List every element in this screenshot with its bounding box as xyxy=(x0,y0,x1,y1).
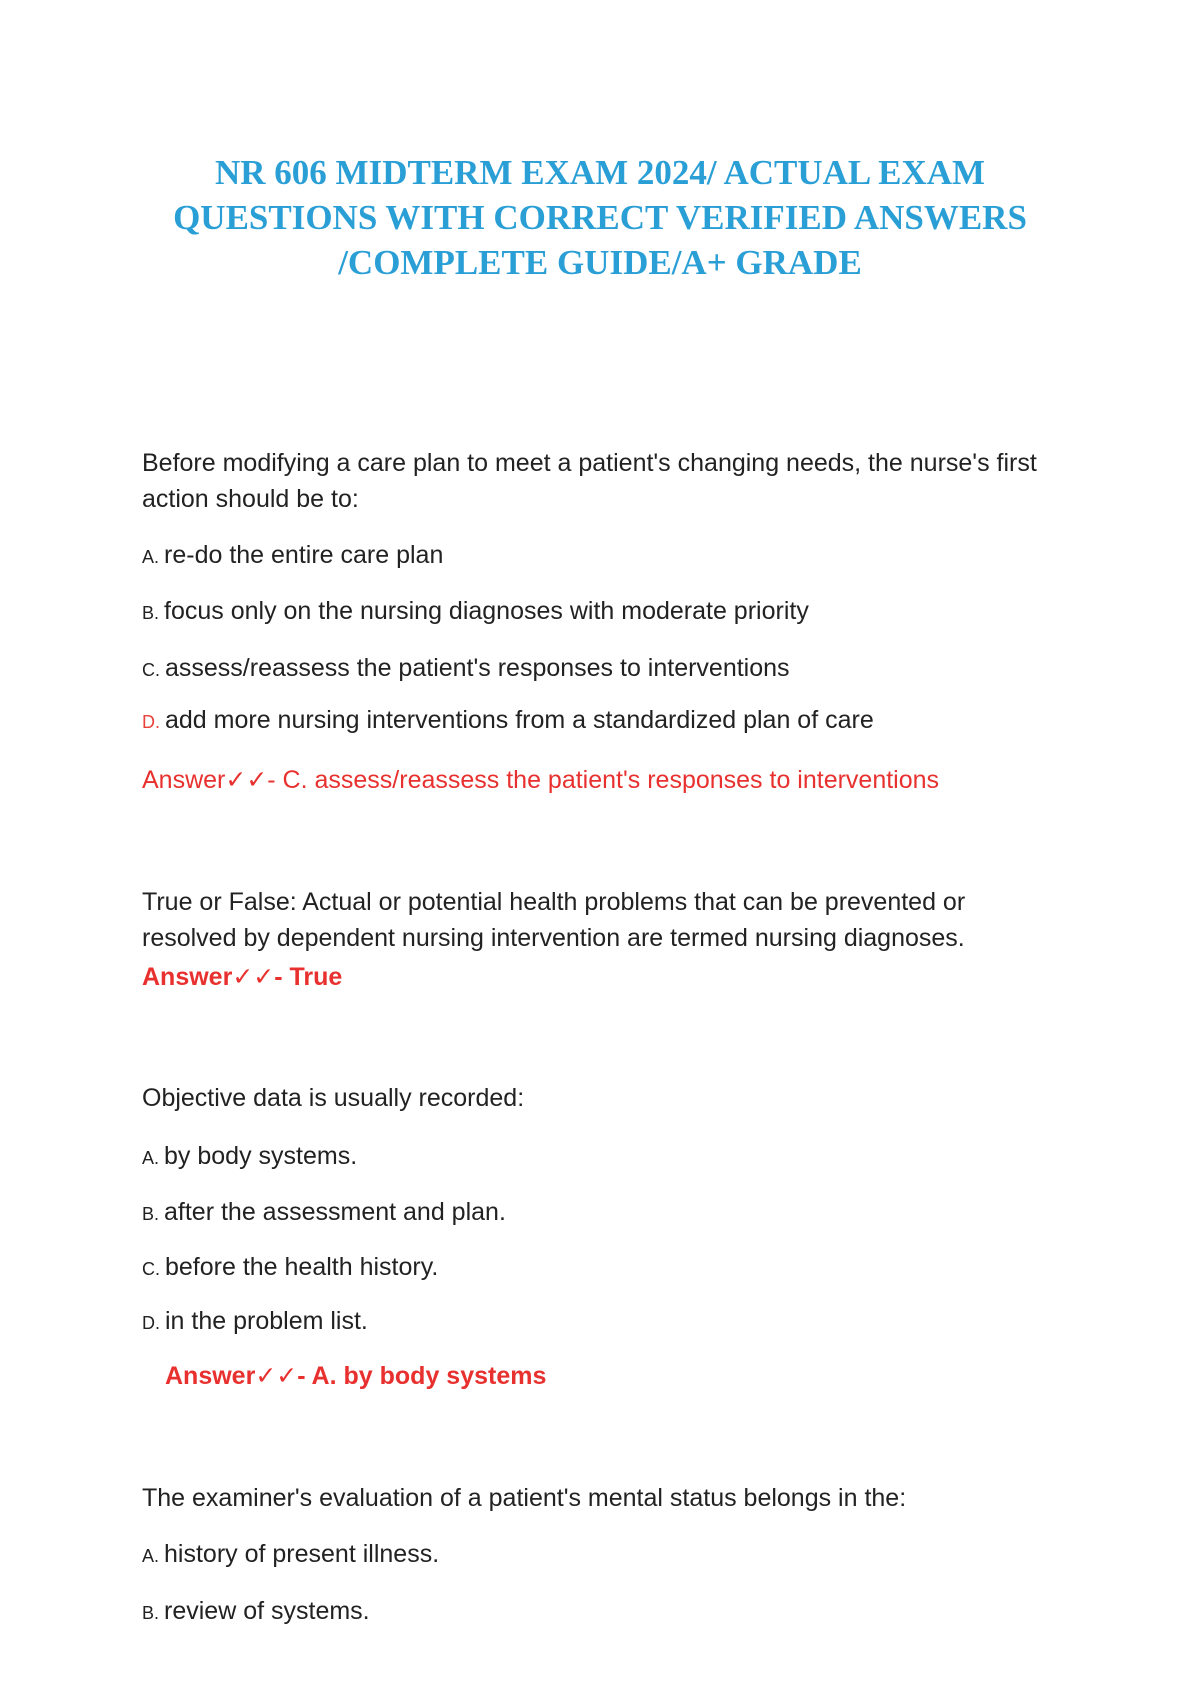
option-c xyxy=(142,652,790,686)
option-letter: A. xyxy=(142,547,160,567)
answer-text: - C. assess/reassess the patient's responses to interventions xyxy=(267,766,940,794)
check-icon: ✓✓ xyxy=(255,1362,298,1390)
option-letter: B. xyxy=(142,1603,160,1623)
answer-prefix: Answer xyxy=(142,766,226,794)
option-c xyxy=(142,1251,438,1285)
option-text: before the health history. xyxy=(165,1253,439,1281)
answer-prefix: Answer xyxy=(165,1362,256,1390)
title-line: NR 606 MIDTERM EXAM 2024/ ACTUAL EXAM xyxy=(215,153,985,192)
answer-line xyxy=(142,961,342,993)
option-letter: D. xyxy=(142,1313,160,1333)
answer-prefix: Answer xyxy=(142,963,233,991)
option-letter: A. xyxy=(142,1148,160,1168)
question-stem: action should be to: xyxy=(142,485,359,513)
check-icon: ✓✓ xyxy=(232,963,275,991)
check-icon: ✓✓ xyxy=(225,766,268,794)
option-text: add more nursing interventions from a standardized plan of care xyxy=(165,706,874,734)
question-stem: Before modifying a care plan to meet a patient's changing needs, the nurse's first xyxy=(142,449,1037,477)
page-title xyxy=(100,150,1100,285)
option-a xyxy=(142,1538,439,1572)
option-text: after the assessment and plan. xyxy=(164,1198,506,1226)
question-stem: True or False: Actual or potential health problems that can be prevented or xyxy=(142,888,966,916)
option-text: re-do the entire care plan xyxy=(164,541,444,569)
option-text: review of systems. xyxy=(164,1597,370,1625)
question-stem: Objective data is usually recorded: xyxy=(142,1084,525,1112)
title-line: /COMPLETE GUIDE/A+ GRADE xyxy=(338,243,862,282)
option-a xyxy=(142,1140,357,1174)
option-d xyxy=(142,704,874,738)
answer-line xyxy=(165,1360,546,1392)
option-d xyxy=(142,1305,368,1339)
option-b xyxy=(142,1595,370,1629)
option-b xyxy=(142,595,809,629)
answer-line xyxy=(142,764,939,796)
option-letter: B. xyxy=(142,603,160,623)
answer-text: - True xyxy=(274,963,343,991)
option-text: focus only on the nursing diagnoses with moderate priority xyxy=(164,597,809,625)
option-text: history of present illness. xyxy=(164,1540,440,1568)
option-letter: D. xyxy=(142,712,160,732)
option-letter: B. xyxy=(142,1204,160,1224)
title-line: QUESTIONS WITH CORRECT VERIFIED ANSWERS xyxy=(173,198,1027,237)
option-text: assess/reassess the patient's responses to interventions xyxy=(165,654,790,682)
option-text: by body systems. xyxy=(164,1142,358,1170)
option-letter: A. xyxy=(142,1546,160,1566)
question-stem: The examiner's evaluation of a patient's mental status belongs in the: xyxy=(142,1484,907,1512)
option-letter: C. xyxy=(142,1259,160,1279)
question-stem: resolved by dependent nursing intervention are termed nursing diagnoses. xyxy=(142,924,965,952)
option-letter: C. xyxy=(142,660,160,680)
option-text: in the problem list. xyxy=(165,1307,368,1335)
option-a xyxy=(142,539,443,573)
answer-text: - A. by body systems xyxy=(297,1362,547,1390)
option-b xyxy=(142,1196,506,1230)
